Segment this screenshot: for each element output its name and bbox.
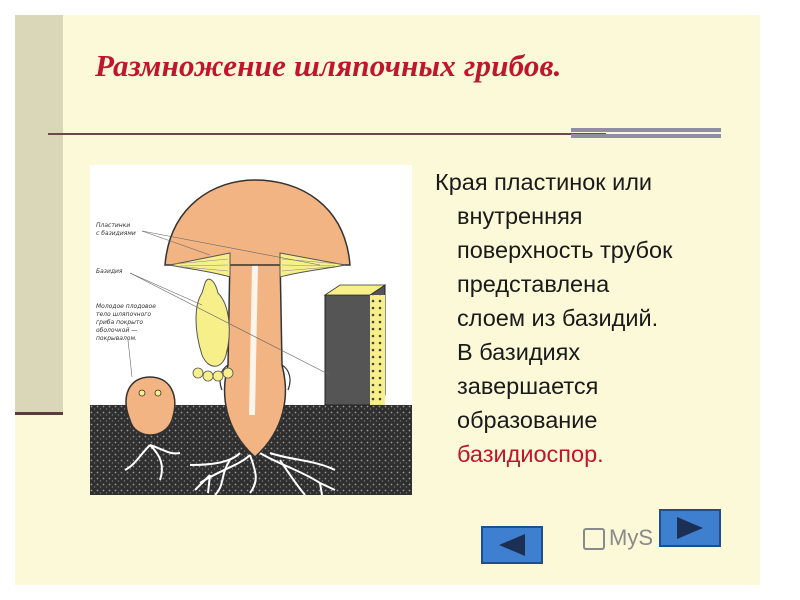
presentation-icon bbox=[583, 528, 605, 550]
slide-title: Размножение шляпочных грибов. bbox=[95, 48, 562, 83]
label-young-2: тело шляпочного bbox=[96, 311, 152, 318]
body-text bbox=[435, 165, 735, 471]
title-divider-accent bbox=[571, 128, 721, 142]
body-line: Края пластинок или bbox=[435, 169, 653, 195]
watermark bbox=[583, 525, 653, 551]
highlight-term: базидиоспор. bbox=[457, 441, 604, 467]
label-young-5: покрывалом. bbox=[96, 335, 137, 342]
mushroom-illustration bbox=[90, 165, 412, 495]
triangle-right-icon bbox=[661, 511, 719, 545]
body-line: завершается bbox=[457, 373, 599, 399]
watermark-text: MyS bbox=[609, 525, 653, 550]
body-line: внутренняя bbox=[457, 203, 583, 229]
next-slide-button[interactable] bbox=[659, 509, 721, 547]
title-divider bbox=[48, 133, 606, 135]
young-fruit-body bbox=[126, 377, 175, 435]
body-line: слоем из базидий. bbox=[457, 305, 659, 331]
mushroom-cap bbox=[165, 180, 350, 265]
body-line: В базидиях bbox=[457, 339, 581, 365]
label-plates-1: Пластинки bbox=[96, 222, 131, 229]
label-young-1: Молодое плодовое bbox=[96, 303, 156, 310]
left-decor-line bbox=[15, 412, 63, 415]
triangle-left-icon bbox=[483, 528, 541, 562]
slide bbox=[15, 15, 760, 585]
body-line: поверхность трубок bbox=[457, 237, 673, 263]
gill-tissue-block bbox=[325, 285, 385, 405]
label-basidium: Базидия bbox=[96, 268, 123, 275]
label-young-3: гриба покрыто bbox=[96, 319, 144, 326]
left-decor-bar bbox=[15, 15, 63, 412]
body-line: образование bbox=[457, 407, 598, 433]
prev-slide-button[interactable] bbox=[481, 526, 543, 564]
mushroom-diagram bbox=[90, 165, 412, 495]
label-young-4: оболочкой — bbox=[96, 327, 138, 334]
label-plates-2: с базидиями bbox=[96, 230, 136, 237]
body-line: представлена bbox=[457, 271, 610, 297]
